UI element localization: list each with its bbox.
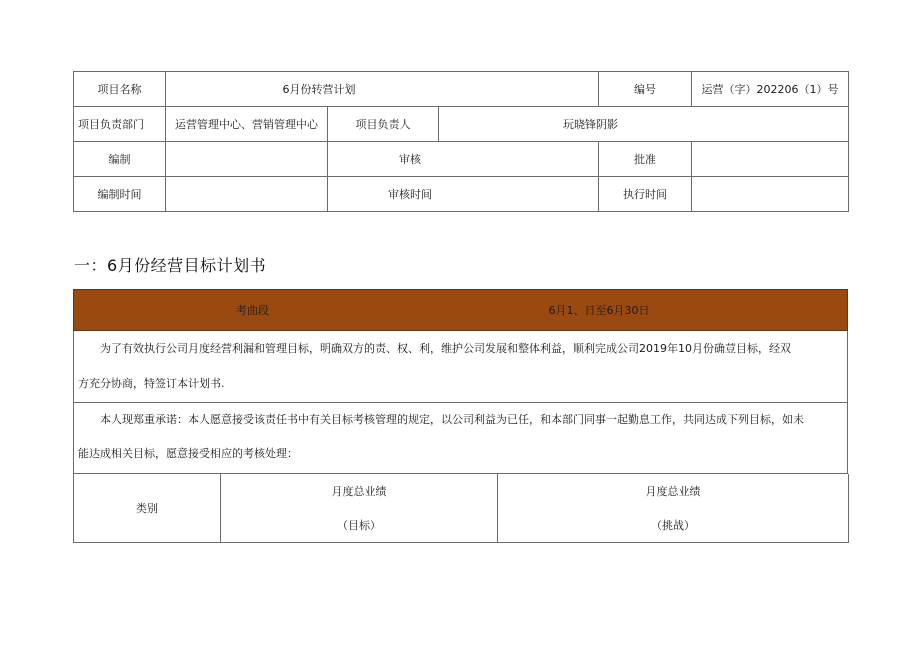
purpose-paragraph <box>73 331 848 403</box>
plan-block <box>73 289 848 543</box>
paragraph-line: 方充分协商，特签订本计划书. <box>78 377 225 390</box>
category-label: 类别 <box>74 474 221 543</box>
kpi-table <box>73 474 849 543</box>
project-info-table <box>73 71 849 212</box>
exec-time-label: 执行时间 <box>599 177 692 212</box>
compiled-label: 编制 <box>74 142 166 177</box>
section-heading: 一：6月份经营目标计划书 <box>74 256 267 275</box>
approve-label: 批准 <box>599 142 692 177</box>
table-row <box>74 177 849 212</box>
target-title: 月度总业绩 <box>221 474 498 508</box>
table-row <box>74 107 849 142</box>
challenge-title: 月度总业绩 <box>498 474 849 508</box>
compiled-value <box>166 142 328 177</box>
number-label: 编号 <box>599 72 692 107</box>
table-row <box>74 142 849 177</box>
table-row <box>74 474 849 508</box>
number-value: 运营（字）202206（1）号 <box>692 72 849 107</box>
dept-label: 项目负责部门 <box>74 107 166 142</box>
table-row <box>74 72 849 107</box>
paragraph-line: 能达成相关目标，愿意接受相应的考核处理： <box>78 447 298 460</box>
plan-header-bar <box>73 289 848 331</box>
date-range: 6月1、日至6月30日 <box>548 304 650 317</box>
review-label: 审核 <box>328 142 599 177</box>
project-name-value: 6月份转营计划 <box>166 72 599 107</box>
dept-value: 运营管理中心、营销管理中心 <box>166 107 328 142</box>
compiled-time-label: 编制时间 <box>74 177 166 212</box>
review-time-label: 审核时间 <box>328 177 599 212</box>
approve-value <box>692 142 849 177</box>
segment-label: 考曲段 <box>236 304 269 317</box>
owner-value: 玩晓锋阴影 <box>439 107 849 142</box>
compiled-time-value <box>166 177 328 212</box>
target-sub: （目标） <box>221 508 498 543</box>
commitment-paragraph <box>73 403 848 474</box>
paragraph-line: 本人现郑重承诺：本人愿意接受该责任书中有关目标考核管理的规定，以公司利益为已任，和本部门同事一起勤息工作，共同达成下列目标，如未 <box>100 413 804 426</box>
paragraph-line: 为了有效执行公司月度经营利漏和管理目标，明确双方的责、权、利，维护公司发展和整体利益，顺利完成公司2019年10月份确荳目标，经双 <box>100 342 791 355</box>
exec-time-value <box>692 177 849 212</box>
owner-label: 项目负责人 <box>328 107 439 142</box>
project-name-label: 项目名称 <box>74 72 166 107</box>
challenge-sub: （挑战） <box>498 508 849 543</box>
